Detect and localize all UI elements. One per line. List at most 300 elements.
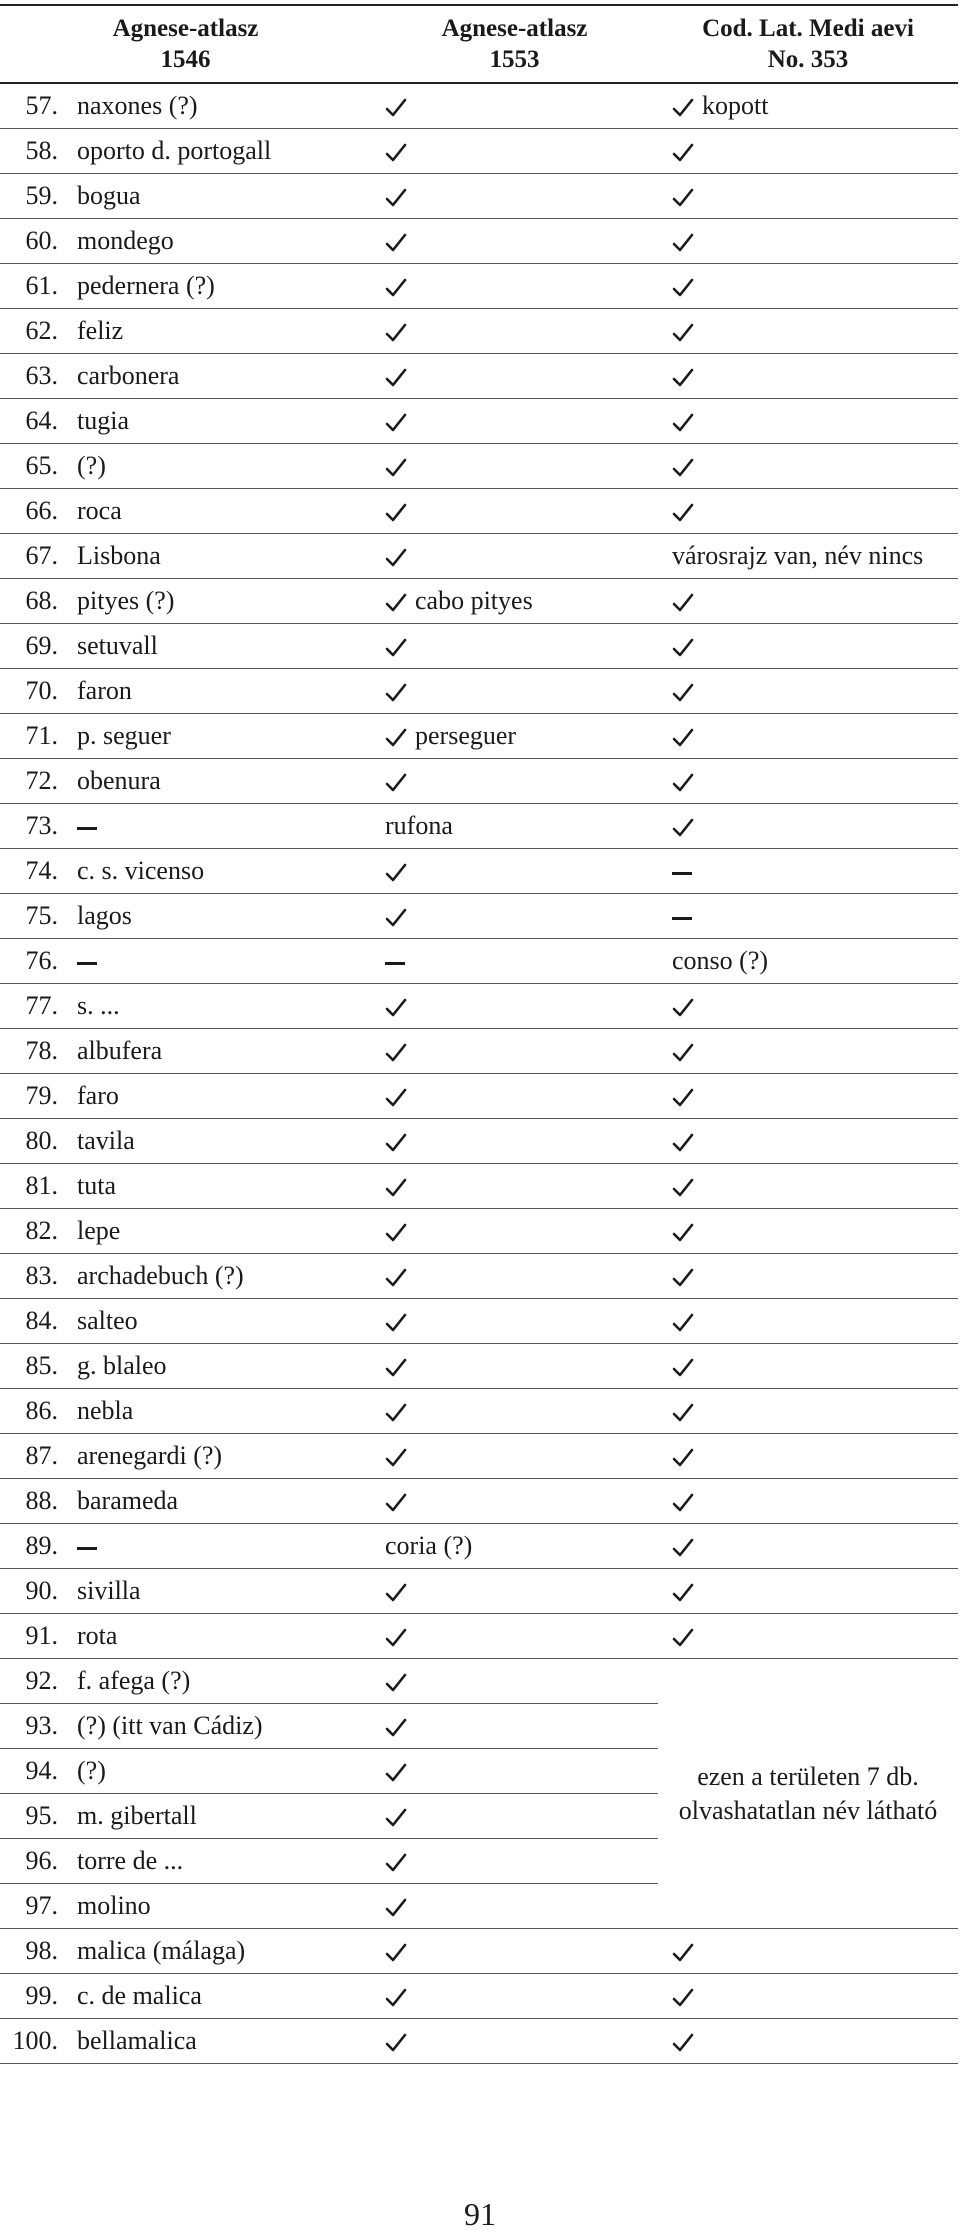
- place-name: molino: [77, 1891, 151, 1920]
- cell-cod-lat: [658, 1074, 958, 1119]
- cell-agnese-1553: [371, 984, 658, 1029]
- cell-place-name: [0, 1794, 371, 1839]
- check-icon: [385, 1673, 407, 1693]
- place-name: p. seguer: [77, 721, 171, 750]
- dash-icon: [77, 1547, 97, 1550]
- cell-place-name: [0, 1749, 371, 1794]
- cell-place-name: [0, 984, 371, 1029]
- cell-cod-lat: [658, 1434, 958, 1479]
- cell-agnese-1553: [371, 1659, 658, 1704]
- cell-agnese-1553: [371, 309, 658, 354]
- cell-cod-lat: [658, 894, 958, 939]
- cell-place-name: [0, 354, 371, 399]
- table-row: [0, 759, 958, 804]
- row-number: 96.: [25, 1846, 58, 1875]
- table-row: [0, 1929, 958, 1974]
- check-icon: [385, 1403, 407, 1423]
- check-icon: [385, 1853, 407, 1873]
- cell-place-name: [0, 1164, 371, 1209]
- check-icon: [672, 503, 694, 523]
- cell-agnese-1553: [371, 624, 658, 669]
- place-name: lepe: [77, 1216, 121, 1245]
- check-icon: [672, 728, 694, 748]
- dash-icon: [77, 962, 97, 965]
- check-icon: [672, 458, 694, 478]
- cell-cod-lat: [658, 1974, 958, 2019]
- place-name: bellamalica: [77, 2026, 197, 2055]
- variant-note: rufona: [385, 811, 453, 840]
- place-name: faro: [77, 1081, 119, 1110]
- cell-place-name: [0, 759, 371, 804]
- place-name: arenegardi (?): [77, 1441, 223, 1470]
- cell-agnese-1553: [371, 129, 658, 174]
- cell-place-name: [0, 1119, 371, 1164]
- table-row: [0, 1524, 958, 1569]
- check-icon: [672, 278, 694, 298]
- cell-agnese-1553: [371, 1614, 658, 1659]
- check-icon: [672, 1628, 694, 1648]
- table-row: [0, 849, 958, 894]
- cell-cod-lat: [658, 83, 958, 129]
- row-number: 91.: [25, 1621, 58, 1650]
- row-number: 69.: [25, 631, 58, 660]
- row-number: 75.: [25, 901, 58, 930]
- cell-cod-lat: [658, 1614, 958, 1659]
- row-number: 85.: [25, 1351, 58, 1380]
- check-icon: [385, 1223, 407, 1243]
- place-name: Lisbona: [77, 541, 161, 570]
- cell-place-name: [0, 219, 371, 264]
- table-row: [0, 804, 958, 849]
- check-icon: [385, 908, 407, 928]
- table-row: [0, 669, 958, 714]
- cell-place-name: [0, 1299, 371, 1344]
- place-name: archadebuch (?): [77, 1261, 244, 1290]
- cell-cod-lat: [658, 759, 958, 804]
- header-agnese-1546: [0, 5, 371, 83]
- place-name: (?) (itt van Cádiz): [77, 1711, 263, 1740]
- cell-agnese-1553: [371, 1569, 658, 1614]
- place-name: pityes (?): [77, 586, 175, 615]
- check-icon: [672, 998, 694, 1018]
- row-number: 58.: [25, 136, 58, 165]
- place-name: sivilla: [77, 1576, 141, 1605]
- check-icon: [672, 1493, 694, 1513]
- row-number: 92.: [25, 1666, 58, 1695]
- cell-agnese-1553: [371, 1164, 658, 1209]
- cell-cod-lat: [658, 939, 958, 984]
- row-number: 57.: [25, 91, 58, 120]
- cell-place-name: [0, 1614, 371, 1659]
- header-line1: Agnese-atlasz: [112, 15, 259, 42]
- place-name: lagos: [77, 901, 132, 930]
- cell-agnese-1553: [371, 714, 658, 759]
- variant-note: városrajz van, név nincs: [672, 541, 924, 570]
- place-name: naxones (?): [77, 91, 198, 120]
- table-row: [0, 1299, 958, 1344]
- check-icon: [385, 1358, 407, 1378]
- table-row: [0, 1434, 958, 1479]
- header-line1: Agnese-atlasz: [441, 15, 588, 42]
- cell-agnese-1553: [371, 264, 658, 309]
- header-line2: 1546: [160, 46, 211, 73]
- row-number: 72.: [25, 766, 58, 795]
- cell-cod-lat: [658, 1929, 958, 1974]
- check-icon: [385, 863, 407, 883]
- row-number: 71.: [25, 721, 58, 750]
- row-number: 83.: [25, 1261, 58, 1290]
- check-icon: [672, 233, 694, 253]
- variant-note: cabo pityes: [415, 586, 533, 615]
- cell-place-name: [0, 1974, 371, 2019]
- check-icon: [672, 1313, 694, 1333]
- check-icon: [672, 1133, 694, 1153]
- check-icon: [385, 1763, 407, 1783]
- table-row: [0, 1569, 958, 1614]
- table-row: [0, 354, 958, 399]
- table-row: [0, 219, 958, 264]
- header-cod-lat: [658, 5, 958, 83]
- header-line1: Cod. Lat. Medi aevi: [702, 15, 914, 42]
- cell-place-name: [0, 579, 371, 624]
- place-name: m. gibertall: [77, 1801, 197, 1830]
- row-number: 65.: [25, 451, 58, 480]
- cell-place-name: [0, 939, 371, 984]
- place-name: rota: [77, 1621, 118, 1650]
- check-icon: [672, 1043, 694, 1063]
- variant-note: kopott: [702, 91, 769, 120]
- table-row: [0, 129, 958, 174]
- row-number: 81.: [25, 1171, 58, 1200]
- check-icon: [672, 323, 694, 343]
- place-name: g. blaleo: [77, 1351, 167, 1380]
- table-row: [0, 984, 958, 1029]
- cell-agnese-1553: [371, 534, 658, 579]
- row-number: 59.: [25, 181, 58, 210]
- header-agnese-1553: [371, 5, 658, 83]
- check-icon: [672, 683, 694, 703]
- check-icon: [672, 818, 694, 838]
- check-icon: [385, 1943, 407, 1963]
- row-number: 93.: [25, 1711, 58, 1740]
- cell-cod-lat: [658, 129, 958, 174]
- cell-agnese-1553: [371, 759, 658, 804]
- check-icon: [672, 368, 694, 388]
- cell-place-name: [0, 849, 371, 894]
- table-row: [0, 624, 958, 669]
- cell-cod-lat: [658, 1254, 958, 1299]
- table-row: [0, 1659, 958, 1704]
- check-icon: [385, 143, 407, 163]
- check-icon: [385, 1088, 407, 1108]
- place-name: (?): [77, 451, 106, 480]
- check-icon: [385, 1268, 407, 1288]
- place-name: f. afega (?): [77, 1666, 191, 1695]
- cell-cod-lat: [658, 1299, 958, 1344]
- cell-agnese-1553: [371, 1884, 658, 1929]
- cell-cod-lat: [658, 219, 958, 264]
- row-number: 77.: [25, 991, 58, 1020]
- cell-agnese-1553: [371, 219, 658, 264]
- cell-place-name: [0, 1389, 371, 1434]
- check-icon: [385, 1178, 407, 1198]
- check-icon: [672, 1538, 694, 1558]
- check-icon: [672, 98, 694, 118]
- check-icon: [672, 1358, 694, 1378]
- row-number: 80.: [25, 1126, 58, 1155]
- row-number: 87.: [25, 1441, 58, 1470]
- cell-place-name: [0, 1254, 371, 1299]
- place-name: feliz: [77, 316, 124, 345]
- cell-place-name: [0, 1704, 371, 1749]
- row-number: 63.: [25, 361, 58, 390]
- table-row: [0, 939, 958, 984]
- cell-place-name: [0, 1029, 371, 1074]
- check-icon: [385, 188, 407, 208]
- table-row: [0, 534, 958, 579]
- table-row: [0, 1119, 958, 1164]
- cell-cod-lat: [658, 264, 958, 309]
- check-icon: [672, 1178, 694, 1198]
- check-icon: [385, 1043, 407, 1063]
- row-number: 62.: [25, 316, 58, 345]
- table-row: [0, 1209, 958, 1254]
- table-row: [0, 1389, 958, 1434]
- dash-icon: [672, 872, 692, 875]
- row-number: 97.: [25, 1891, 58, 1920]
- check-icon: [672, 773, 694, 793]
- place-name: barameda: [77, 1486, 179, 1515]
- table-row: [0, 83, 958, 129]
- cell-place-name: [0, 1074, 371, 1119]
- check-icon: [672, 1448, 694, 1468]
- cell-place-name: [0, 1884, 371, 1929]
- place-name: tugia: [77, 406, 129, 435]
- dash-icon: [385, 962, 405, 965]
- check-icon: [385, 1583, 407, 1603]
- cell-cod-lat: [658, 444, 958, 489]
- table-row: [0, 894, 958, 939]
- check-icon: [385, 1313, 407, 1333]
- cell-cod-lat: [658, 1164, 958, 1209]
- check-icon: [385, 458, 407, 478]
- table-row: [0, 1164, 958, 1209]
- place-name: roca: [77, 496, 122, 525]
- cell-cod-lat: [658, 669, 958, 714]
- cell-place-name: [0, 1524, 371, 1569]
- cell-cod-lat: [658, 1389, 958, 1434]
- cell-cod-lat: [658, 534, 958, 579]
- cell-cod-lat: [658, 804, 958, 849]
- cell-place-name: [0, 1659, 371, 1704]
- row-number: 64.: [25, 406, 58, 435]
- cell-agnese-1553: [371, 1389, 658, 1434]
- cell-place-name: [0, 894, 371, 939]
- check-icon: [385, 998, 407, 1018]
- table-row: [0, 174, 958, 219]
- check-icon: [672, 143, 694, 163]
- cell-place-name: [0, 1344, 371, 1389]
- check-icon: [385, 1133, 407, 1153]
- check-icon: [385, 1718, 407, 1738]
- row-number: 89.: [25, 1531, 58, 1560]
- cell-place-name: [0, 489, 371, 534]
- cell-agnese-1553: [371, 1254, 658, 1299]
- cell-place-name: [0, 624, 371, 669]
- place-name: tavila: [77, 1126, 135, 1155]
- check-icon: [672, 1223, 694, 1243]
- cell-cod-lat: [658, 849, 958, 894]
- cell-agnese-1553: [371, 1479, 658, 1524]
- cell-agnese-1553: [371, 354, 658, 399]
- place-name: pedernera (?): [77, 271, 215, 300]
- cell-place-name: [0, 804, 371, 849]
- cell-cod-lat: [658, 579, 958, 624]
- cell-agnese-1553: [371, 174, 658, 219]
- check-icon: [672, 1988, 694, 2008]
- cell-agnese-1553: [371, 1299, 658, 1344]
- cell-place-name: [0, 264, 371, 309]
- table-row: [0, 1029, 958, 1074]
- check-icon: [385, 593, 407, 613]
- row-number: 99.: [25, 1981, 58, 2010]
- check-icon: [385, 638, 407, 658]
- table-row: [0, 444, 958, 489]
- cell-place-name: [0, 399, 371, 444]
- row-number: 100.: [12, 2026, 58, 2055]
- check-icon: [385, 1628, 407, 1648]
- check-icon: [385, 773, 407, 793]
- cell-agnese-1553: [371, 939, 658, 984]
- row-number: 90.: [25, 1576, 58, 1605]
- row-number: 76.: [25, 946, 58, 975]
- cell-agnese-1553: [371, 1839, 658, 1884]
- cell-agnese-1553: [371, 849, 658, 894]
- place-name: s. ...: [77, 991, 120, 1020]
- dash-icon: [672, 917, 692, 920]
- table-row: [0, 1479, 958, 1524]
- table-row: [0, 1254, 958, 1299]
- cell-place-name: [0, 1839, 371, 1884]
- cell-agnese-1553: [371, 1794, 658, 1839]
- row-number: 61.: [25, 271, 58, 300]
- cell-place-name: [0, 669, 371, 714]
- check-icon: [385, 368, 407, 388]
- place-name: albufera: [77, 1036, 163, 1065]
- place-name: bogua: [77, 181, 141, 210]
- cell-agnese-1553: [371, 1209, 658, 1254]
- place-name: torre de ...: [77, 1846, 184, 1875]
- check-icon: [672, 413, 694, 433]
- table-row: [0, 2019, 958, 2064]
- table-row: [0, 489, 958, 534]
- cell-cod-lat: [658, 174, 958, 219]
- cell-cod-lat: [658, 309, 958, 354]
- cell-cod-lat: [658, 1569, 958, 1614]
- cell-place-name: [0, 129, 371, 174]
- place-name: c. s. vicenso: [77, 856, 205, 885]
- variant-note: perseguer: [415, 721, 517, 750]
- cell-place-name: [0, 83, 371, 129]
- cell-agnese-1553: [371, 1029, 658, 1074]
- check-icon: [672, 1943, 694, 1963]
- row-number: 66.: [25, 496, 58, 525]
- cell-agnese-1553: [371, 1974, 658, 2019]
- place-name: malica (málaga): [77, 1936, 246, 1965]
- row-number: 73.: [25, 811, 58, 840]
- header-line2: No. 353: [767, 46, 849, 73]
- check-icon: [672, 638, 694, 658]
- place-name: tuta: [77, 1171, 116, 1200]
- cell-agnese-1553: [371, 1344, 658, 1389]
- cell-cod-lat: [658, 489, 958, 534]
- row-number: 79.: [25, 1081, 58, 1110]
- page-number: 91: [464, 2196, 496, 2232]
- check-icon: [385, 1988, 407, 2008]
- cell-agnese-1553: [371, 1524, 658, 1569]
- cell-agnese-1553: [371, 83, 658, 129]
- illegible-names-note: ezen a területen 7 db. olvashatatlan név látható: [678, 1761, 938, 1825]
- cell-agnese-1553: [371, 1119, 658, 1164]
- cell-cod-lat: [658, 714, 958, 759]
- cell-agnese-1553: [371, 2019, 658, 2064]
- cell-cod-lat: [658, 1524, 958, 1569]
- place-name: c. de malica: [77, 1981, 202, 2010]
- place-name-table: [0, 4, 958, 2064]
- cell-agnese-1553: [371, 399, 658, 444]
- table-row: [0, 399, 958, 444]
- place-name: carbonera: [77, 361, 180, 390]
- check-icon: [672, 188, 694, 208]
- cell-place-name: [0, 1434, 371, 1479]
- row-number: 88.: [25, 1486, 58, 1515]
- cell-agnese-1553: [371, 489, 658, 534]
- place-name: oporto d. portogall: [77, 136, 272, 165]
- check-icon: [385, 503, 407, 523]
- check-icon: [672, 2033, 694, 2053]
- cell-place-name: [0, 1569, 371, 1614]
- table-row: [0, 714, 958, 759]
- cell-cod-lat: [658, 1479, 958, 1524]
- row-number: 70.: [25, 676, 58, 705]
- row-number: 98.: [25, 1936, 58, 1965]
- table-row: [0, 264, 958, 309]
- check-icon: [385, 233, 407, 253]
- cell-agnese-1553: [371, 1434, 658, 1479]
- check-icon: [385, 1808, 407, 1828]
- check-icon: [385, 1493, 407, 1513]
- cell-place-name: [0, 2019, 371, 2064]
- cell-cod-lat: [658, 1029, 958, 1074]
- row-number: 67.: [25, 541, 58, 570]
- cell-place-name: [0, 1929, 371, 1974]
- row-number: 60.: [25, 226, 58, 255]
- check-icon: [385, 728, 407, 748]
- header-line2: 1553: [489, 46, 540, 73]
- cell-merged-note: [658, 1659, 958, 1929]
- cell-agnese-1553: [371, 1704, 658, 1749]
- dash-icon: [77, 827, 97, 830]
- cell-agnese-1553: [371, 579, 658, 624]
- cell-agnese-1553: [371, 444, 658, 489]
- place-name: (?): [77, 1756, 106, 1785]
- cell-agnese-1553: [371, 894, 658, 939]
- table-row: [0, 309, 958, 354]
- cell-place-name: [0, 714, 371, 759]
- cell-agnese-1553: [371, 1749, 658, 1794]
- place-name: nebla: [77, 1396, 134, 1425]
- check-icon: [672, 1088, 694, 1108]
